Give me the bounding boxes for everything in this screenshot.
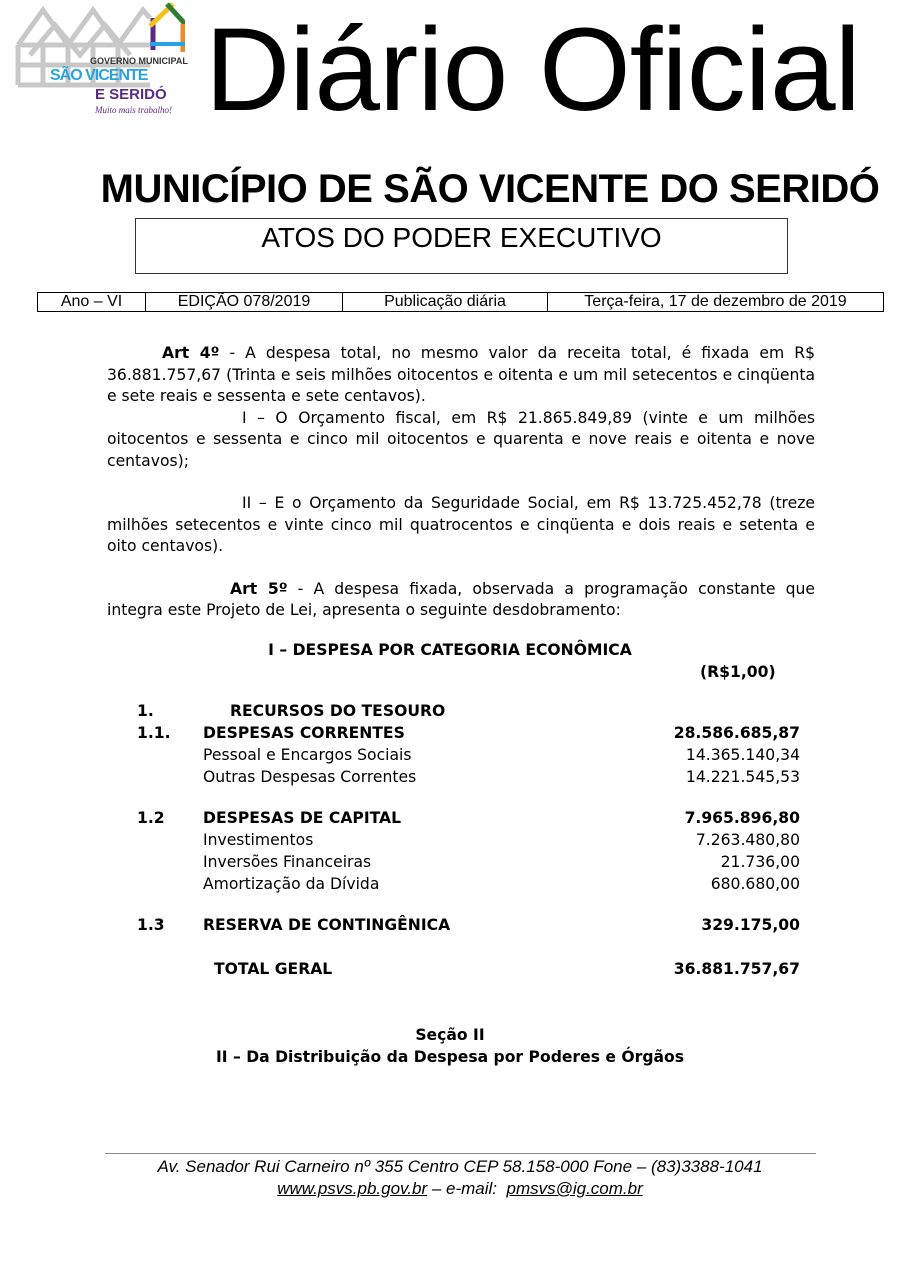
row-label: Pessoal e Encargos Sociais bbox=[203, 745, 412, 764]
section2-subtitle: II – Da Distribuição da Despesa por Poderes e Órgãos bbox=[215, 1047, 685, 1066]
footer-contacts bbox=[0, 1178, 900, 1200]
table-row bbox=[0, 807, 900, 829]
table-row bbox=[0, 766, 900, 788]
row-label: Inversões Financeiras bbox=[203, 852, 372, 871]
table-unit: (R$1,00) bbox=[700, 662, 776, 681]
document-body bbox=[0, 343, 900, 1068]
row-label: TOTAL GERAL bbox=[214, 959, 333, 978]
item-ii-paragraph: II – E o Orçamento da Seguridade Social, em R$ 13.725.452,78 (treze milhões setecentos e vinte cinco mil quatrocentos e cinqüenta e dois reais e setenta e oito centavos). bbox=[107, 494, 815, 555]
table-row bbox=[0, 722, 900, 744]
art5-text: - A despesa fixada, observada a programação constante que integra este Projeto de Lei, apresenta o seguinte desdobramento: bbox=[107, 579, 815, 619]
logo-text-sao-vicente: SÃO VICENTE bbox=[50, 67, 148, 84]
row-label: DESPESAS CORRENTES bbox=[203, 723, 405, 742]
table-title: I – DESPESA POR CATEGORIA ECONÔMICA bbox=[268, 640, 632, 659]
row-label: RECURSOS DO TESOURO bbox=[230, 701, 446, 720]
table-row bbox=[0, 914, 900, 936]
item-i-paragraph: I – O Orçamento fiscal, em R$ 21.865.849,89 (vinte e um milhões oitocentos e sessenta e cinco mil oitocentos e quarenta e nove reais e oitenta e nove centavos); bbox=[107, 408, 815, 470]
table-row bbox=[0, 829, 900, 851]
municipality-title: MUNICÍPIO DE SÃO VICENTE DO SERIDÓ bbox=[100, 167, 880, 211]
row-number: 1.1. bbox=[137, 723, 171, 742]
row-value: 329.175,00 bbox=[701, 915, 800, 934]
row-value: 7.965.896,80 bbox=[684, 808, 800, 827]
footer-address: Av. Senador Rui Carneiro nº 355 Centro CEP 58.158-000 Fone – (83)3388-1041 bbox=[157, 1157, 763, 1176]
section2-title: Seção II bbox=[415, 1025, 485, 1044]
table-row-total bbox=[0, 958, 900, 980]
section-box: ATOS DO PODER EXECUTIVO bbox=[135, 218, 788, 274]
art5-label: Art 5º bbox=[230, 579, 288, 598]
row-label: RESERVA DE CONTINGÊNICA bbox=[203, 915, 451, 934]
edition-number: EDIÇÃO 078/2019 bbox=[146, 293, 343, 312]
edition-year: Ano – VI bbox=[38, 293, 146, 312]
row-value: 21.736,00 bbox=[720, 852, 800, 871]
municipal-logo bbox=[10, 0, 188, 125]
website-link[interactable]: www.psvs.pb.gov.br bbox=[277, 1179, 428, 1198]
table-row bbox=[0, 873, 900, 895]
row-number: 1. bbox=[137, 701, 154, 720]
row-label: Outras Despesas Correntes bbox=[203, 767, 417, 786]
row-number: 1.2 bbox=[137, 808, 165, 827]
publication-date: Terça-feira, 17 de dezembro de 2019 bbox=[548, 293, 884, 312]
logo-slogan: Muito mais trabalho! bbox=[95, 105, 173, 115]
row-value: 7.263.480,80 bbox=[695, 830, 800, 849]
art5-paragraph bbox=[107, 579, 815, 622]
logo-text-governo: GOVERNO MUNICIPAL bbox=[90, 56, 188, 66]
publication-frequency: Publicação diária bbox=[343, 293, 548, 312]
row-value: 14.365.140,34 bbox=[685, 745, 800, 764]
table-row bbox=[0, 744, 900, 766]
row-number: 1.3 bbox=[137, 915, 165, 934]
edition-info-table bbox=[37, 292, 884, 312]
row-label: DESPESAS DE CAPITAL bbox=[203, 808, 402, 827]
row-value: 14.221.545,53 bbox=[685, 767, 800, 786]
row-label: Amortização da Dívida bbox=[203, 874, 380, 893]
row-value: 28.586.685,87 bbox=[673, 723, 800, 742]
footer-divider bbox=[105, 1153, 816, 1154]
art4-text: - A despesa total, no mesmo valor da receita total, é fixada em R$ 36.881.757,67 (Trinta e seis milhões oitocentos e oitenta e um mil setecentos e cinqüenta e sete reais e sessenta e sete centavos). bbox=[107, 344, 815, 405]
art4-label: Art 4º bbox=[162, 344, 220, 362]
art4-paragraph bbox=[107, 343, 815, 408]
logo-text-serido: E SERIDÓ bbox=[95, 86, 167, 103]
row-value: 36.881.757,67 bbox=[673, 959, 800, 978]
table-row bbox=[0, 700, 900, 722]
table-row bbox=[0, 851, 900, 873]
email-separator: – e-mail: bbox=[427, 1179, 507, 1198]
row-value: 680.680,00 bbox=[710, 874, 800, 893]
newspaper-title: Diário Oficial bbox=[205, 4, 860, 136]
email-link[interactable]: pmsvs@ig.com.br bbox=[506, 1179, 643, 1198]
table-unit-row bbox=[0, 661, 900, 683]
row-label: Investimentos bbox=[203, 830, 314, 849]
